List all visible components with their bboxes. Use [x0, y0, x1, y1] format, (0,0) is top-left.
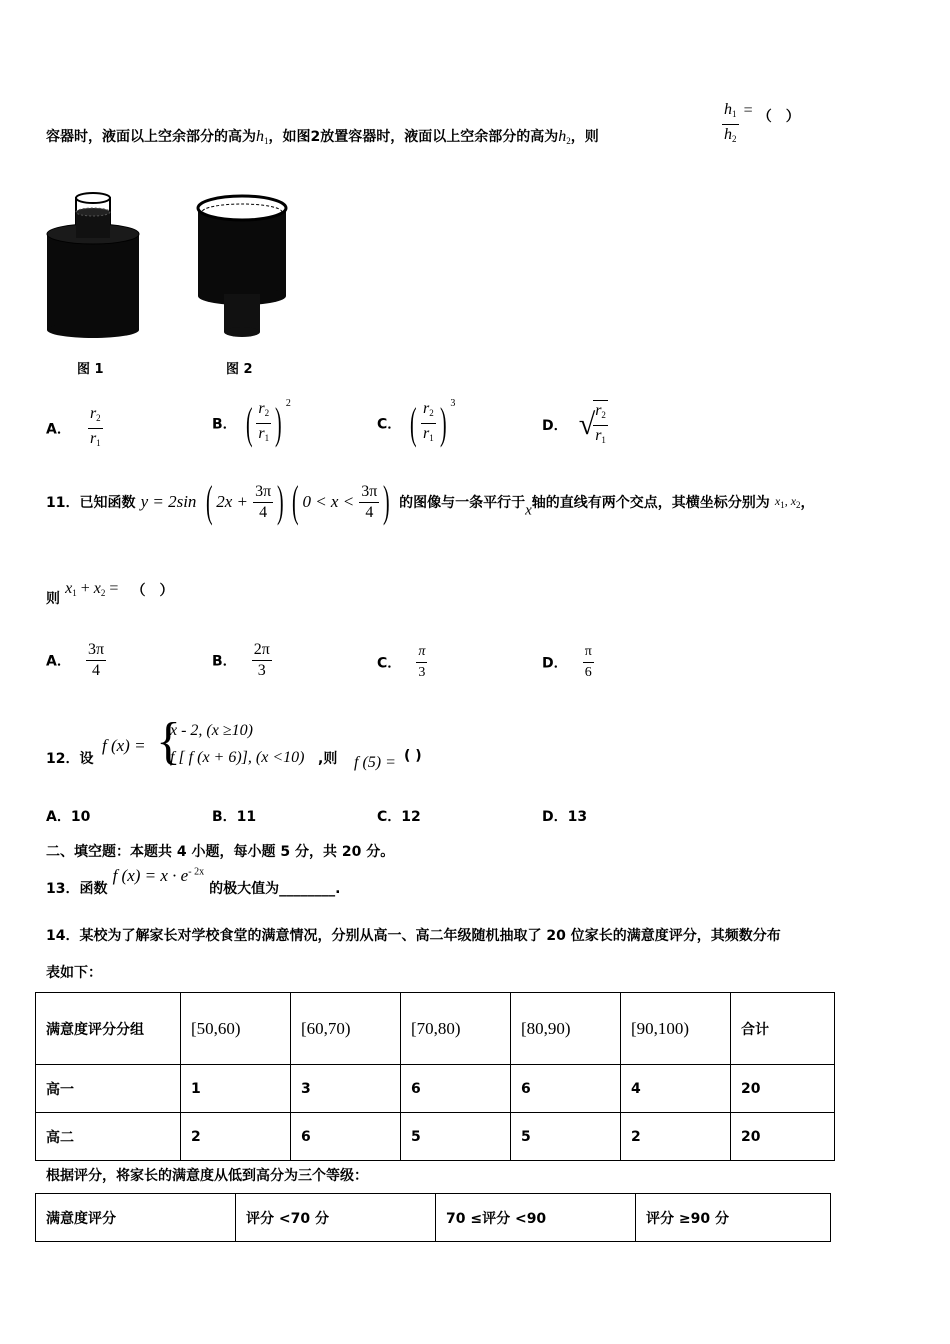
table-header-row: [36, 993, 835, 1065]
table-header-cell: [70,80): [401, 993, 511, 1065]
table-header-cell: [50,60): [181, 993, 291, 1065]
q11-option-b[interactable]: B． $\frac{2\pi}{3}$: [212, 641, 270, 679]
q10-option-a[interactable]: A． $\frac{r_2}{r_1}$: [46, 405, 101, 448]
table-header-cell: 满意度评分分组: [36, 993, 181, 1065]
satisfaction-levels-table: [35, 1193, 831, 1242]
q12-option-a[interactable]: A．10: [46, 809, 91, 825]
table-cell: 满意度评分: [36, 1194, 236, 1242]
section-heading: 二、填空题：本题共 4 小题，每小题 5 分，共 20 分。: [46, 844, 395, 860]
table-cell: 20: [731, 1065, 835, 1113]
table-header-cell: [80,90): [511, 993, 621, 1065]
table-row: [36, 1194, 831, 1242]
container-figure-1: [44, 190, 144, 340]
q11-then: 则 $x_1 + x_2$ = （ ）: [46, 580, 174, 607]
q11-option-c[interactable]: C． $\frac{\pi}{3}$: [377, 644, 426, 680]
table-cell: 20: [731, 1113, 835, 1161]
table-cell: 高一: [36, 1065, 181, 1113]
q10-stem: 容器时，液面以上空余部分的高为$h_1$，如图2放置容器时，液面以上空余部分的高为$h_2$，则: [46, 128, 599, 146]
table-cell: 评分 ≥90 分: [636, 1194, 831, 1242]
q10-option-c[interactable]: C． ( $\frac{r_2}{r_1}$ ) $^3$: [377, 398, 456, 448]
q11-stem: 11．已知函数 y = 2sin ( 2x + $\frac{3\pi}{4}$ ) ( 0 < x < $\frac{3\pi}{4}$ ) 的图像与一条平行于x轴的直线有两个交点，其横坐标分别为 $x_1$, $x_2$，: [46, 477, 815, 526]
table-cell: 5: [401, 1113, 511, 1161]
table-cell: 6: [291, 1113, 401, 1161]
q12-option-c[interactable]: C．12: [377, 809, 421, 825]
q14-line2: 表如下：: [46, 965, 102, 981]
table-cell: 70 ≤评分 <90: [436, 1194, 636, 1242]
table-row: [36, 1113, 835, 1161]
table-cell: 2: [181, 1113, 291, 1161]
table-cell: 高二: [36, 1113, 181, 1161]
q11-option-a[interactable]: A． $\frac{3\pi}{4}$: [46, 641, 105, 679]
table-header-cell: [60,70): [291, 993, 401, 1065]
table-header-cell: [90,100): [621, 993, 731, 1065]
table-cell: 5: [511, 1113, 621, 1161]
q12-option-b[interactable]: B．11: [212, 809, 257, 825]
q14-line1: 14．某校为了解家长对学校食堂的满意情况，分别从高一、高二年级随机抽取了 20 位家长的满意度评分，其频数分布: [46, 928, 781, 944]
container-figure-2: [194, 190, 290, 340]
q11-option-d[interactable]: D． $\frac{\pi}{6}$: [542, 644, 592, 680]
q10-ratio: $\frac{h_1}{h_2}$ = （ ）: [724, 101, 800, 144]
table-row: [36, 1065, 835, 1113]
table-cell: 1: [181, 1065, 291, 1113]
q13-stem: 13．函数 f $(x) = x \cdot e^{- 2x}$ 的极大值为________.: [46, 866, 341, 897]
q10-option-b[interactable]: B． ( $\frac{r_2}{r_1}$ ) $^2$: [212, 398, 291, 448]
table-cell: 评分 <70 分: [236, 1194, 436, 1242]
table-cell: 6: [401, 1065, 511, 1113]
figure-1-caption: 图 1: [77, 362, 104, 377]
q14-note: 根据评分，将家长的满意度从低到高分为三个等级：: [46, 1168, 368, 1184]
table-header-cell: 合计: [731, 993, 835, 1065]
figure-2-caption: 图 2: [226, 362, 253, 377]
frequency-table: [35, 992, 835, 1161]
table-cell: 6: [511, 1065, 621, 1113]
table-cell: 3: [291, 1065, 401, 1113]
q10-option-d[interactable]: D． √ $\frac{r_2}{r_1}$: [542, 400, 608, 450]
table-cell: 2: [621, 1113, 731, 1161]
table-cell: 4: [621, 1065, 731, 1113]
q12-option-d[interactable]: D．13: [542, 809, 588, 825]
